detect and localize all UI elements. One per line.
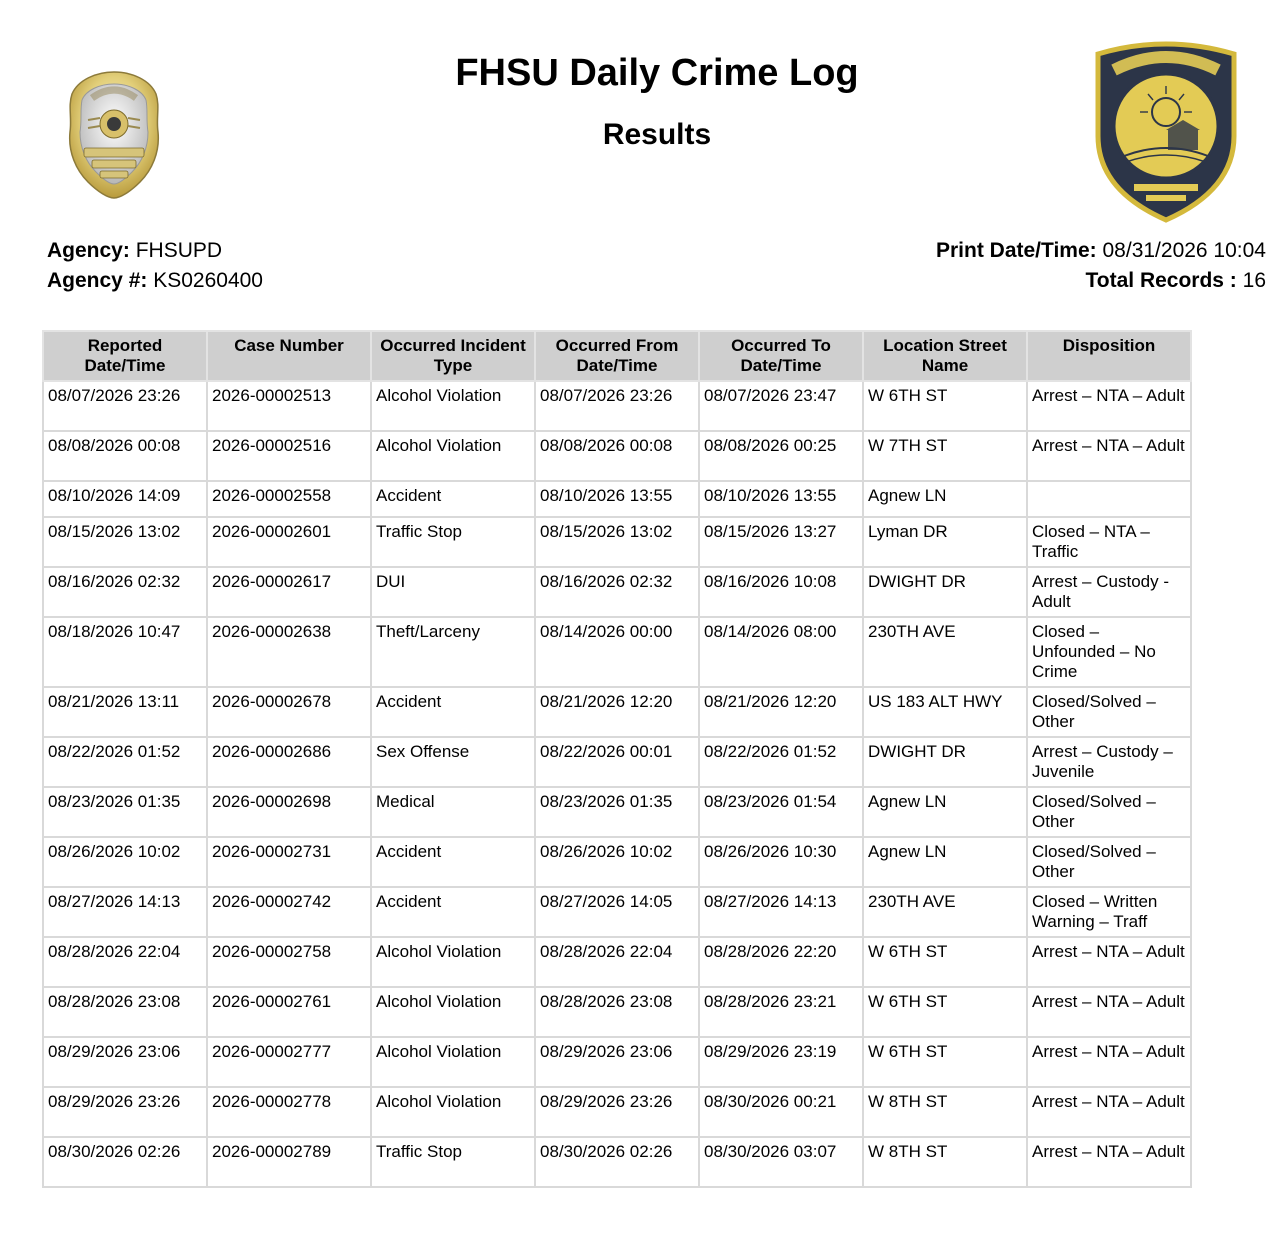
case-number-cell: 2026-00002686 [207,737,371,787]
occurred-from-cell: 08/10/2026 13:55 [535,481,699,517]
case-number-cell: 2026-00002758 [207,937,371,987]
reported-datetime-cell: 08/15/2026 13:02 [43,517,207,567]
case-number-cell: 2026-00002558 [207,481,371,517]
incident-type-cell: Accident [371,687,535,737]
table-row [43,567,1191,617]
column-header-disposition: Disposition [1027,331,1191,381]
table-row [43,517,1191,567]
table-row [43,1137,1191,1187]
location-cell: W 7TH ST [863,431,1027,481]
incident-type-cell: Traffic Stop [371,1137,535,1187]
occurred-from-cell: 08/22/2026 00:01 [535,737,699,787]
reported-datetime-cell: 08/08/2026 00:08 [43,431,207,481]
agency-info [47,236,263,296]
incident-type-cell: Accident [371,887,535,937]
occurred-to-cell: 08/26/2026 10:30 [699,837,863,887]
disposition-cell: Arrest – NTA – Adult [1027,381,1191,431]
incident-type-cell: Accident [371,481,535,517]
agency-number-line [47,266,263,296]
occurred-to-cell: 08/22/2026 01:52 [699,737,863,787]
location-cell: 230TH AVE [863,887,1027,937]
case-number-cell: 2026-00002516 [207,431,371,481]
disposition-cell: Closed – Written Warning – Traff [1027,887,1191,937]
incident-type-cell: Alcohol Violation [371,1087,535,1137]
occurred-to-cell: 08/30/2026 03:07 [699,1137,863,1187]
incident-type-cell: Alcohol Violation [371,381,535,431]
reported-datetime-cell: 08/27/2026 14:13 [43,887,207,937]
incident-type-cell: Alcohol Violation [371,1037,535,1087]
case-number-cell: 2026-00002678 [207,687,371,737]
occurred-to-cell: 08/28/2026 22:20 [699,937,863,987]
page-subtitle: Results [602,118,712,151]
agency-value: FHSUPD [135,239,223,262]
occurred-to-cell: 08/07/2026 23:47 [699,381,863,431]
disposition-cell: Arrest – NTA – Adult [1027,431,1191,481]
disposition-cell: Arrest – NTA – Adult [1027,1137,1191,1187]
occurred-from-cell: 08/30/2026 02:26 [535,1137,699,1187]
print-date-line [936,236,1266,266]
incident-type-cell: DUI [371,567,535,617]
case-number-cell: 2026-00002742 [207,887,371,937]
disposition-cell: Arrest – NTA – Adult [1027,937,1191,987]
table-row [43,617,1191,687]
incident-type-cell: Sex Offense [371,737,535,787]
occurred-from-cell: 08/29/2026 23:26 [535,1087,699,1137]
location-cell: W 6TH ST [863,987,1027,1037]
incident-type-cell: Alcohol Violation [371,987,535,1037]
disposition-cell: Arrest – Custody - Adult [1027,567,1191,617]
location-cell: Lyman DR [863,517,1027,567]
occurred-from-cell: 08/15/2026 13:02 [535,517,699,567]
table-row [43,987,1191,1037]
occurred-from-cell: 08/21/2026 12:20 [535,687,699,737]
reported-datetime-cell: 08/28/2026 23:08 [43,987,207,1037]
agency-number-value: KS0260400 [153,269,263,292]
reported-datetime-cell: 08/30/2026 02:26 [43,1137,207,1187]
occurred-from-cell: 08/08/2026 00:08 [535,431,699,481]
page-title: FHSU Daily Crime Log [455,52,859,94]
university-police-patch-icon [1090,40,1242,224]
location-cell: W 6TH ST [863,1037,1027,1087]
occurred-to-cell: 08/16/2026 10:08 [699,567,863,617]
column-header-occurred-to: Occurred To Date/Time [699,331,863,381]
occurred-from-cell: 08/28/2026 22:04 [535,937,699,987]
print-date-label: Print Date/Time: [936,239,1097,262]
location-cell: Agnew LN [863,837,1027,887]
total-records-line [936,266,1266,296]
case-number-cell: 2026-00002601 [207,517,371,567]
occurred-to-cell: 08/21/2026 12:20 [699,687,863,737]
disposition-cell: Arrest – NTA – Adult [1027,987,1191,1037]
disposition-cell: Closed/Solved – Other [1027,787,1191,837]
reported-datetime-cell: 08/16/2026 02:32 [43,567,207,617]
table-row [43,837,1191,887]
crime-log-table [42,330,1192,1188]
case-number-cell: 2026-00002789 [207,1137,371,1187]
case-number-cell: 2026-00002777 [207,1037,371,1087]
disposition-cell: Closed/Solved – Other [1027,687,1191,737]
case-number-cell: 2026-00002638 [207,617,371,687]
disposition-cell: Closed/Solved – Other [1027,837,1191,887]
case-number-cell: 2026-00002617 [207,567,371,617]
occurred-to-cell: 08/23/2026 01:54 [699,787,863,837]
print-date-value: 08/31/2026 10:04 [1102,239,1266,262]
column-header-reported: Reported Date/Time [43,331,207,381]
table-row [43,737,1191,787]
reported-datetime-cell: 08/18/2026 10:47 [43,617,207,687]
occurred-to-cell: 08/08/2026 00:25 [699,431,863,481]
total-records-value: 16 [1242,269,1266,292]
table-row [43,937,1191,987]
table-row [43,887,1191,937]
disposition-cell: Closed – Unfounded – No Crime [1027,617,1191,687]
occurred-to-cell: 08/27/2026 14:13 [699,887,863,937]
table-row [43,481,1191,517]
table-row [43,431,1191,481]
incident-type-cell: Alcohol Violation [371,937,535,987]
occurred-to-cell: 08/15/2026 13:27 [699,517,863,567]
reported-datetime-cell: 08/21/2026 13:11 [43,687,207,737]
location-cell: DWIGHT DR [863,737,1027,787]
case-number-cell: 2026-00002778 [207,1087,371,1137]
occurred-from-cell: 08/16/2026 02:32 [535,567,699,617]
location-cell: W 8TH ST [863,1137,1027,1187]
occurred-from-cell: 08/29/2026 23:06 [535,1037,699,1087]
occurred-to-cell: 08/14/2026 08:00 [699,617,863,687]
case-number-cell: 2026-00002761 [207,987,371,1037]
occurred-from-cell: 08/27/2026 14:05 [535,887,699,937]
case-number-cell: 2026-00002698 [207,787,371,837]
column-header-incident-type: Occurred Incident Type [371,331,535,381]
occurred-from-cell: 08/28/2026 23:08 [535,987,699,1037]
table-row [43,787,1191,837]
location-cell: Agnew LN [863,787,1027,837]
occurred-to-cell: 08/30/2026 00:21 [699,1087,863,1137]
reported-datetime-cell: 08/29/2026 23:26 [43,1087,207,1137]
table-row [43,687,1191,737]
location-cell: 230TH AVE [863,617,1027,687]
reported-datetime-cell: 08/23/2026 01:35 [43,787,207,837]
column-header-location: Location Street Name [863,331,1027,381]
location-cell: Agnew LN [863,481,1027,517]
location-cell: DWIGHT DR [863,567,1027,617]
disposition-cell: Arrest – Custody – Juvenile [1027,737,1191,787]
table-row [43,1037,1191,1087]
occurred-from-cell: 08/26/2026 10:02 [535,837,699,887]
reported-datetime-cell: 08/28/2026 22:04 [43,937,207,987]
column-header-case-number: Case Number [207,331,371,381]
reported-datetime-cell: 08/26/2026 10:02 [43,837,207,887]
location-cell: W 6TH ST [863,381,1027,431]
location-cell: US 183 ALT HWY [863,687,1027,737]
occurred-to-cell: 08/28/2026 23:21 [699,987,863,1037]
occurred-to-cell: 08/29/2026 23:19 [699,1037,863,1087]
reported-datetime-cell: 08/22/2026 01:52 [43,737,207,787]
table-header-row [43,331,1191,381]
incident-type-cell: Accident [371,837,535,887]
incident-type-cell: Traffic Stop [371,517,535,567]
reported-datetime-cell: 08/10/2026 14:09 [43,481,207,517]
reported-datetime-cell: 08/07/2026 23:26 [43,381,207,431]
occurred-from-cell: 08/07/2026 23:26 [535,381,699,431]
table-row [43,381,1191,431]
location-cell: W 6TH ST [863,937,1027,987]
officer-badge-icon [66,70,162,200]
occurred-from-cell: 08/14/2026 00:00 [535,617,699,687]
agency-number-label: Agency #: [47,269,148,292]
incident-type-cell: Theft/Larceny [371,617,535,687]
case-number-cell: 2026-00002731 [207,837,371,887]
disposition-cell [1027,481,1191,517]
case-number-cell: 2026-00002513 [207,381,371,431]
incident-type-cell: Medical [371,787,535,837]
incident-type-cell: Alcohol Violation [371,431,535,481]
disposition-cell: Closed – NTA – Traffic [1027,517,1191,567]
table-row [43,1087,1191,1137]
total-records-label: Total Records : [1085,269,1237,292]
disposition-cell: Arrest – NTA – Adult [1027,1087,1191,1137]
reported-datetime-cell: 08/29/2026 23:06 [43,1037,207,1087]
agency-label: Agency: [47,239,130,262]
location-cell: W 8TH ST [863,1087,1027,1137]
agency-line [47,236,263,266]
print-info [936,236,1266,296]
column-header-occurred-from: Occurred From Date/Time [535,331,699,381]
disposition-cell: Arrest – NTA – Adult [1027,1037,1191,1087]
occurred-from-cell: 08/23/2026 01:35 [535,787,699,837]
occurred-to-cell: 08/10/2026 13:55 [699,481,863,517]
